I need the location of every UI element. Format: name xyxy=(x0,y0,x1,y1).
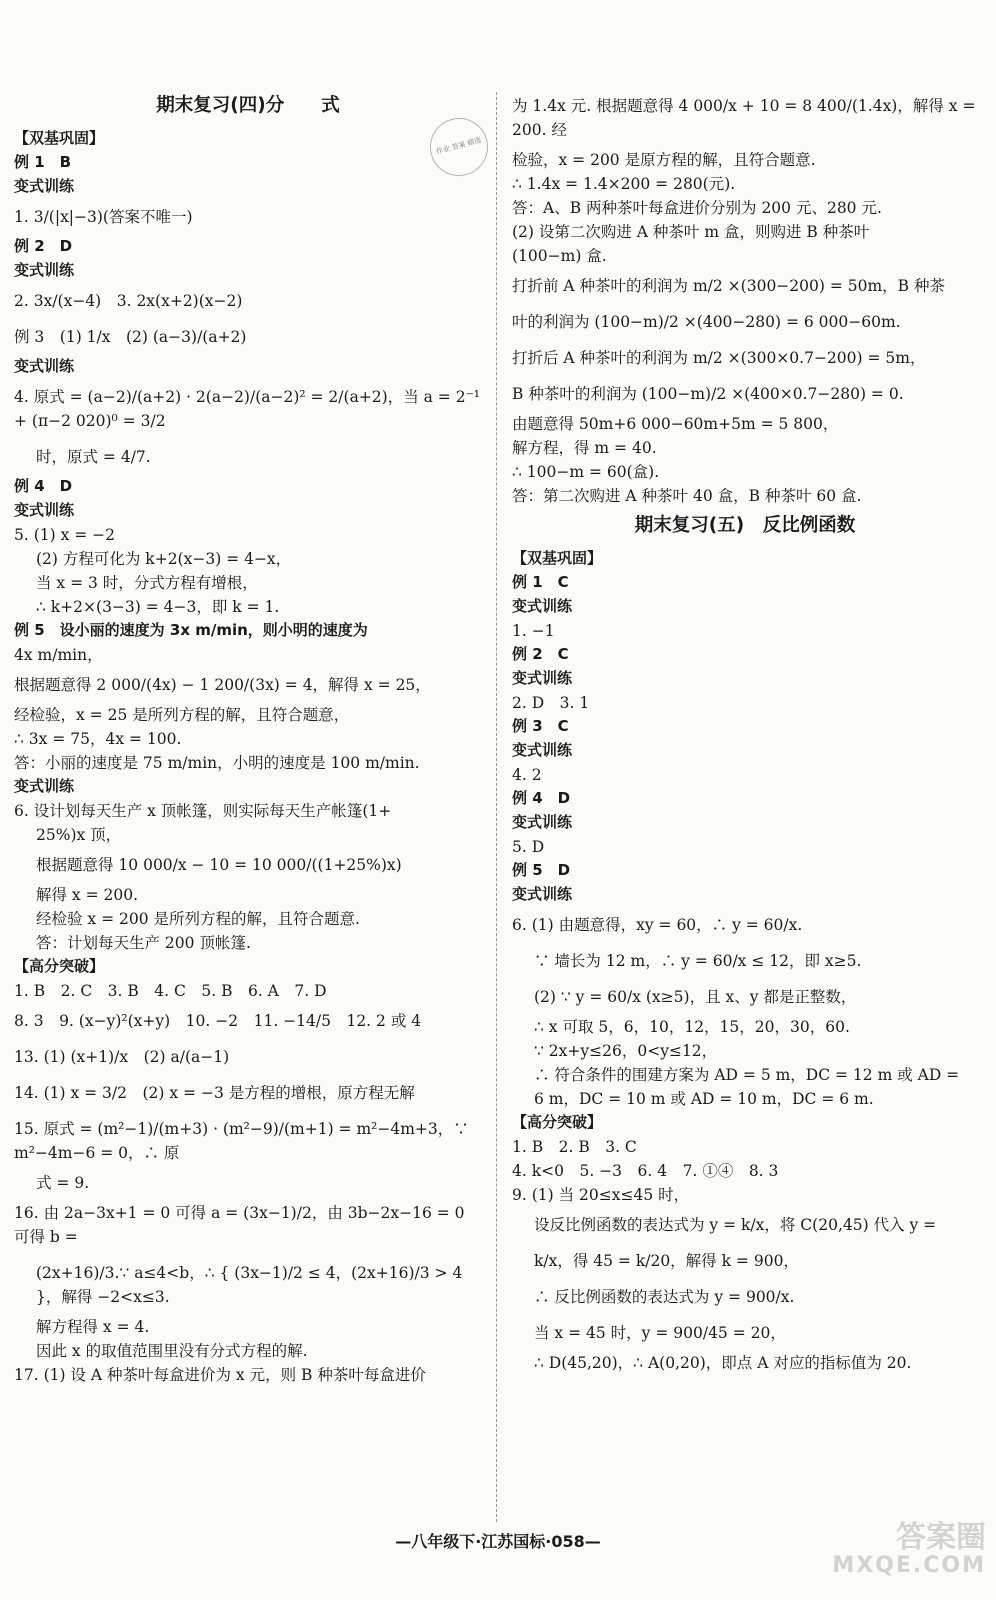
answer-line: 答：计划每天生产 200 顶帐篷. xyxy=(36,933,251,952)
answer-line: 当 x = 3 时，分式方程有增根， xyxy=(36,573,258,592)
answer-line: 答：小丽的速度是 75 m/min，小明的速度是 100 m/min. xyxy=(14,753,420,772)
item-heading: 变式训练 xyxy=(14,500,75,519)
answer-line: B 种茶叶的利润为 (100−m)/2 ×(400×0.7−280) = 0. xyxy=(512,385,904,404)
answer-line: 根据题意得 2 000/(4x) − 1 200/(3x) = 4，解得 x = 25， xyxy=(14,675,431,694)
answer-line: 25%)x 顶， xyxy=(36,825,122,844)
answer-line: 答：第二次购进 A 种茶叶 40 盒，B 种茶叶 60 盒. xyxy=(512,487,862,506)
answer-line: 经检验，x = 25 是所列方程的解，且符合题意， xyxy=(14,705,350,724)
item-heading: 变式训练 xyxy=(512,812,573,831)
answer-line: 时，原式 = 4/7. xyxy=(36,447,151,466)
stamp-seal: 作业 答案 精选 xyxy=(423,111,494,182)
section-title-4: 期末复习(四)分 式 xyxy=(156,95,340,116)
item-heading: 例 5 设小丽的速度为 3x m/min，则小明的速度为 xyxy=(14,620,368,639)
answer-line: 由题意得 50m+6 000−60m+5m = 5 800， xyxy=(512,415,839,434)
answer-line: ∴ 100−m = 60(盒). xyxy=(512,463,660,482)
answer-line: 2. D 3. 1 xyxy=(512,693,590,712)
answer-line: ∵ 墙长为 12 m，∴ y = 60/x ≤ 12，即 x≥5. xyxy=(534,951,862,970)
item-heading: 例 4 D xyxy=(512,788,571,807)
answer-line: 根据题意得 10 000/x − 10 = 10 000/((1+25%)x) xyxy=(36,855,402,874)
answer-line: ∴ 符合条件的围建方案为 AD = 5 m，DC = 12 m 或 AD = xyxy=(534,1066,960,1085)
right-lines-after xyxy=(512,547,978,1375)
answer-line: 4x m/min， xyxy=(14,645,103,664)
item-heading: 变式训练 xyxy=(512,596,573,615)
answer-line: 16. 由 2a−3x+1 = 0 可得 a = (3x−1)/2，由 3b−2x−16 = 0 可得 b = xyxy=(14,1204,470,1247)
answer-line: 4. 2 xyxy=(512,765,542,784)
item-heading: 例 3 C xyxy=(512,716,569,735)
answer-line: 6. (1) 由题意得，xy = 60，∴ y = 60/x. xyxy=(512,915,803,934)
answer-line: 6 m，DC = 10 m 或 AD = 10 m，DC = 6 m. xyxy=(534,1090,874,1109)
answer-line: 因此 x 的取值范围里没有分式方程的解. xyxy=(36,1342,308,1361)
answer-line: 4. k<0 5. −3 6. 4 7. ①④ 8. 3 xyxy=(512,1162,779,1181)
answer-line: (2) ∵ y = 60/x (x≥5)，且 x、y 都是正整数， xyxy=(534,988,857,1006)
answer-line: 解得 x = 200. xyxy=(36,885,139,904)
answer-line: 经检验 x = 200 是所列方程的解，且符合题意. xyxy=(36,909,360,928)
answer-line: ∴ 反比例函数的表达式为 y = 900/x. xyxy=(534,1288,795,1307)
answer-line: (100−m) 盒. xyxy=(512,247,607,266)
answer-line: 1. −1 xyxy=(512,621,555,640)
answer-line: 式 = 9. xyxy=(36,1174,90,1193)
answer-line: 检验，x = 200 是原方程的解，且符合题意. xyxy=(512,151,816,170)
answer-line: (2x+16)/3.∵ a≤4<b，∴ { (3x−1)/2 ≤ 4，(2x+16)/3 > 4 }，解得 −2<x≤3. xyxy=(36,1264,468,1307)
answer-line: (2) 设第二次购进 A 种茶叶 m 盒，则购进 B 种茶叶 xyxy=(512,223,870,242)
answer-line: 1. B 2. B 3. C xyxy=(512,1138,637,1157)
answer-line: 当 x = 45 时，y = 900/45 = 20， xyxy=(534,1324,786,1343)
right-column xyxy=(512,88,981,1375)
page-footer: —八年级下·江苏国标·058— xyxy=(395,1532,601,1551)
answer-line: ∵ 2x+y≤26，0<y≤12， xyxy=(534,1042,718,1061)
item-heading: 变式训练 xyxy=(14,776,75,795)
item-heading: 例 2 D xyxy=(14,236,73,255)
answer-line: 4. 原式 = (a−2)/(a+2) · 2(a−2)/(a−2)² = 2/(a+2)，当 a = 2⁻¹ + (π−2 020)⁰ = 3/2 xyxy=(14,387,485,430)
answer-line: 例 3 (1) 1/x (2) (a−3)/(a+2) xyxy=(14,327,247,346)
column-divider xyxy=(496,92,497,1522)
section-heading: 【双基巩固】 xyxy=(512,548,603,567)
answer-line: ∴ 3x = 75，4x = 100. xyxy=(14,729,182,748)
answer-line: 5. (1) x = −2 xyxy=(14,525,116,544)
item-heading: 例 4 D xyxy=(14,476,73,495)
answer-line: 解方程得 x = 4. xyxy=(36,1318,150,1337)
answer-line: 13. (1) (x+1)/x (2) a/(a−1) xyxy=(14,1048,230,1067)
item-heading: 变式训练 xyxy=(14,356,75,375)
answer-line: ∴ 1.4x = 1.4×200 = 280(元). xyxy=(512,175,736,194)
answer-line: 2. 3x/(x−4) 3. 2x(x+2)(x−2) xyxy=(14,291,243,310)
watermark-logo: 答案圈 MXQE.COM xyxy=(832,1520,986,1578)
section-heading: 【高分突破】 xyxy=(14,957,105,975)
left-column xyxy=(14,88,485,1387)
item-heading: 例 1 B xyxy=(14,152,72,171)
answer-line: 6. 设计划每天生产 x 顶帐篷，则实际每天生产帐篷(1+ xyxy=(14,801,392,820)
section-title-5: 期末复习(五) 反比例函数 xyxy=(634,515,856,537)
item-heading: 变式训练 xyxy=(512,740,573,759)
answer-line: 叶的利润为 (100−m)/2 ×(400−280) = 6 000−60m. xyxy=(512,313,901,332)
section-heading: 【高分突破】 xyxy=(512,1113,603,1132)
answer-line: 解方程，得 m = 40. xyxy=(512,439,657,458)
item-heading: 例 2 C xyxy=(512,644,569,663)
answer-line: 8. 3 9. (x−y)²(x+y) 10. −2 11. −14/5 12. 2 或 4 xyxy=(14,1012,422,1031)
section-heading: 【双基巩固】 xyxy=(14,128,105,147)
answer-line: 5. D xyxy=(512,837,545,856)
answer-line: 打折后 A 种茶叶的利润为 m/2 ×(300×0.7−200) = 5m， xyxy=(512,349,926,368)
answer-line: 为 1.4x 元. 根据题意得 4 000/x + 10 = 8 400/(1.4x)，解得 x = 200. 经 xyxy=(512,97,981,140)
answer-line: 1. B 2. C 3. B 4. C 5. B 6. A 7. D xyxy=(14,982,327,1000)
answer-line: 打折前 A 种茶叶的利润为 m/2 ×(300−200) = 50m，B 种茶 xyxy=(512,277,946,296)
left-lines xyxy=(14,127,485,1388)
item-heading: 例 1 C xyxy=(512,572,569,591)
answer-line: 17. (1) 设 A 种茶叶每盒进价为 x 元，则 B 种茶叶每盒进价 xyxy=(14,1366,426,1385)
item-heading: 变式训练 xyxy=(14,260,75,279)
answer-line: 9. (1) 当 20≤x≤45 时， xyxy=(512,1186,690,1205)
answer-line: k/x，得 45 = k/20，解得 k = 900， xyxy=(534,1252,799,1271)
item-heading: 变式训练 xyxy=(512,668,573,687)
answer-line: 设反比例函数的表达式为 y = k/x，将 C(20,45) 代入 y = xyxy=(534,1216,937,1235)
answer-line: 14. (1) x = 3/2 (2) x = −3 是方程的增根，原方程无解 xyxy=(14,1084,415,1103)
item-heading: 例 5 D xyxy=(512,860,571,879)
answer-line: ∴ D(45,20)，∴ A(0,20)，即点 A 对应的指标值为 20. xyxy=(534,1354,912,1373)
answer-line: ∴ k+2×(3−3) = 4−3，即 k = 1. xyxy=(36,597,280,616)
answer-line: ∴ x 可取 5，6，10，12，15，20，30，60. xyxy=(534,1018,850,1037)
item-heading: 变式训练 xyxy=(512,884,573,903)
answer-line: 1. 3/(|x|−3)(答案不唯一) xyxy=(14,207,193,226)
answer-line: (2) 方程可化为 k+2(x−3) = 4−x， xyxy=(36,549,292,568)
item-heading: 变式训练 xyxy=(14,176,75,195)
right-lines-before xyxy=(512,88,981,508)
answer-line: 15. 原式 = (m²−1)/(m+3) · (m²−9)/(m+1) = m²−4m+3，∵ m²−4m−6 = 0，∴ 原 xyxy=(14,1120,474,1163)
answer-line: 答：A、B 两种茶叶每盒进价分别为 200 元、280 元. xyxy=(512,199,882,218)
